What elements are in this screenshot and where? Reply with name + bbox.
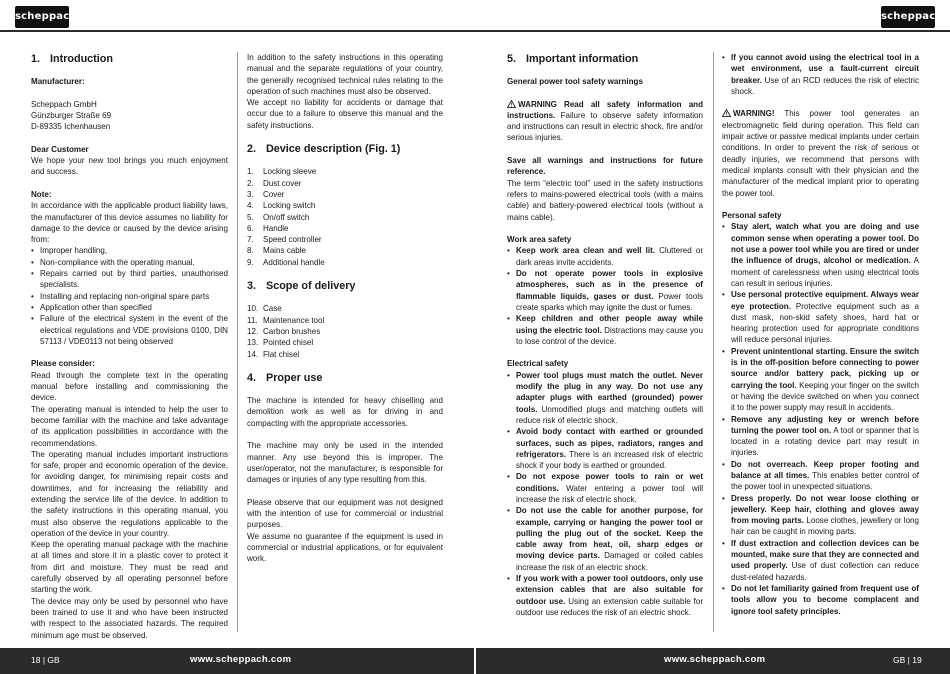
- paragraph: The machine is intended for heavy chiselling and demolition work as well as for driving in and compacting with the appropriate accessories.: [247, 396, 443, 428]
- electrical-safety-label: Electrical safety: [507, 359, 569, 369]
- column-2: [247, 52, 443, 565]
- dear-customer-text: We hope your new tool brings you much enjoyment and success.: [31, 156, 228, 177]
- list-item: 5. On/off switch: [247, 212, 310, 222]
- list-item: • If dust extraction and collection devices can be mounted, make sure that they are connected and used properly. Use of dust collection can reduce dust-related hazards.: [722, 538, 919, 583]
- section-title-text: Proper use: [266, 372, 323, 385]
- page-header: [0, 0, 950, 36]
- list-item: • Do not operate power tools in explosive atmospheres, such as in the presence of flammable liquids, gases or dust. Power tools create sparks which may ignite the dust or fumes.: [507, 268, 703, 313]
- list-item: 7. Speed controller: [247, 235, 322, 245]
- please-consider-label: Please consider:: [31, 359, 95, 369]
- scheppach-logo: scheppach: [15, 6, 69, 28]
- work-area-safety-label: Work area safety: [507, 235, 572, 245]
- section-title-text: Important information: [526, 53, 639, 65]
- scheppach-logo: scheppach: [881, 6, 935, 28]
- footer-divider: [474, 648, 476, 674]
- section-title-important-information: [507, 52, 703, 66]
- column-divider: [713, 52, 714, 632]
- list-item: 4. Locking switch: [247, 201, 316, 211]
- list-item: • Prevent unintentional starting. Ensure the switch is in the off-position before connecting to power source and/or battery pack, picking up or carrying the tool. Keeping your finger on the switch or having the device switched on when you connect it to the power supply may result in accidents.: [722, 346, 919, 414]
- list-item: • Non-compliance with the operating manual,: [31, 257, 228, 268]
- paragraph: The machine may only be used in the intended manner. Any use beyond this is improper. The user/operator, not the manufacturer, is responsible for damages or injuries of any type resulting from this.: [247, 441, 443, 485]
- section-number: 4.: [247, 372, 257, 385]
- page-number-right: GB | 19: [893, 655, 922, 665]
- list-item: • Avoid body contact with earthed or grounded surfaces, such as pipes, radiators, ranges and refrigerators. There is an increased risk of electric shock if your body is earthed or grounded.: [507, 426, 703, 471]
- section-number: 5.: [507, 53, 517, 65]
- list-item: 13. Pointed chisel: [247, 338, 314, 348]
- section-number: 3.: [247, 280, 257, 293]
- section-number: 1.: [31, 53, 41, 65]
- column-divider: [237, 52, 238, 632]
- note-text: In accordance with the applicable product liability laws, the manufacturer of this device assumes no liability for damage to the device or caused by the device arising from:: [31, 201, 228, 245]
- paragraph: We assume no guarantee if the equipment is used in commercial or industrial applications, or for equivalent work.: [247, 531, 443, 564]
- subheading: General power tool safety warnings: [507, 77, 643, 86]
- list-item: • Remove any adjusting key or wrench before turning the power tool on. A tool or spanner that is located in a rotating device part may result in injuries.: [722, 414, 919, 459]
- column-4: [722, 52, 919, 617]
- paragraph: Please observe that our equipment was not designed with the intention of use for commercial or industrial purposes.: [247, 497, 443, 530]
- paragraph: The device may only be used by personnel who have been trained to use it and who have been instructed with respect to the associated hazards. The required minimum age must be observed.: [31, 596, 228, 640]
- page-footer: [0, 648, 950, 674]
- page-number-left: 18 | GB: [31, 655, 60, 665]
- warning-triangle-icon: [507, 100, 516, 108]
- list-item: • Application other than specified: [31, 302, 228, 313]
- delivery-list: [247, 303, 443, 359]
- paragraph: Read through the complete text in the operating manual before installing and commissioning the device.: [31, 370, 228, 403]
- list-item: 2. Dust cover: [247, 178, 302, 188]
- list-item: • If you work with a power tool outdoors, only use extension cables that are also suitable for outdoor use. Using an extension cable suitable for outdoor use reduces the risk of an electric shock.: [507, 573, 703, 618]
- address-line: Scheppach GmbH: [31, 99, 97, 109]
- personal-safety-label: Personal safety: [722, 211, 782, 221]
- section-title-introduction: [31, 52, 228, 66]
- work-area-list: [507, 245, 703, 347]
- note-list: [31, 245, 228, 347]
- electrical-safety-list-continued: [722, 52, 919, 97]
- address-line: Günzburger Straße 69: [31, 110, 112, 120]
- list-item: • Installing and replacing non-original spare parts: [31, 291, 228, 302]
- list-item: • Power tool plugs must match the outlet. Never modify the plug in any way. Do not use any adapter plugs with earthed (grounded) power tools. Unmodified plugs and matching outlets will reduce risk of electric shock.: [507, 370, 703, 426]
- list-item: 3. Cover: [247, 189, 285, 199]
- list-item: 14. Flat chisel: [247, 349, 300, 359]
- section-title-proper-use: [247, 371, 443, 385]
- section-title-text: Introduction: [50, 53, 113, 65]
- list-item: • Do not let familiarity gained from frequent use of tools allow you to become complacent and ignore tool safety principles.: [722, 583, 919, 617]
- list-item: • Improper handling,: [31, 245, 228, 256]
- device-parts-list: [247, 166, 443, 268]
- list-item: 8. Mains cable: [247, 246, 306, 256]
- list-item: • Repairs carried out by third parties, unauthorised specialists.: [31, 268, 228, 291]
- paragraph: The term “electric tool” used in the safety instructions refers to mains-powered electrical tools (with a mains cable) and battery-powered electrical tools (without a mains cable).: [507, 178, 703, 222]
- list-item: • Do not overreach. Keep proper footing and balance at all times. This enables better control of the power tool in unexpected situations.: [722, 459, 919, 493]
- paragraph: We accept no liability for accidents or damage that occur due to a failure to observe this manual and the safety instructions.: [247, 98, 443, 130]
- paragraph: The operating manual includes important instructions for safe, proper and economic operation of the device, for avoiding danger, for minimising repair costs and downtimes, and for increasing the reliability and extending the service life of the device. In addition to the safety instructions in this operating manual, you must also observe the regulations applicable to the operation of the device in your country.: [31, 449, 228, 538]
- header-rule: [0, 30, 950, 32]
- website-link[interactable]: www.scheppach.com: [190, 654, 292, 665]
- note-label: Note:: [31, 189, 52, 199]
- paragraph: The operating manual is intended to help the user to become familiar with the machine and take advantage of its application possibilities in accordance with the recommendations.: [31, 404, 228, 448]
- paragraph: In addition to the safety instructions in this operating manual and the separate regulations of your country, the generally recognised technical rules relating to the operation of such machines must also be observed.: [247, 53, 443, 96]
- section-title-device-description: [247, 142, 443, 156]
- section-title-scope-of-delivery: [247, 279, 443, 293]
- column-1: [31, 52, 228, 641]
- paragraph: Keep the operating manual package with the machine at all times and store it in a plastic cover to protect it from dirt and moisture. They must be read and carefully observed by all operating personnel before starting the work.: [31, 540, 228, 595]
- section-title-text: Device description (Fig. 1): [266, 143, 401, 156]
- save-instructions-heading: Save all warnings and instructions for future reference.: [507, 156, 703, 177]
- list-item: • Do not use the cable for another purpose, for example, carrying or hanging the power tool or pulling the plug out of the socket. Keep the cable away from heat, oil, sharp edges or moving device parts. Damaged or coiled cables increase the risk of an electric shock.: [507, 505, 703, 573]
- list-item: 9. Additional handle: [247, 257, 325, 267]
- address-line: D-89335 Ichenhausen: [31, 122, 111, 132]
- column-3: [507, 52, 703, 618]
- list-item: • Keep children and other people away while using the electric tool. Distractions may cause you to lose control of the device.: [507, 313, 703, 347]
- section-number: 2.: [247, 143, 257, 156]
- list-item: 11. Maintenance tool: [247, 315, 325, 325]
- dear-customer-label: Dear Customer: [31, 144, 89, 154]
- list-item: • Failure of the electrical system in the event of the electrical regulations and VDE provisions 0100, DIN 57113 / VDE0113 not being observed: [31, 313, 228, 347]
- electrical-safety-list: [507, 370, 703, 619]
- warning-paragraph: WARNING! This power tool generates an electromagnetic field during operation. This field can impair active or passive medical implants under certain conditions. In order to prevent the risk of serious or deadly injuries, we recommend that persons with medical implants consult with their physician and the manufacturer of the medical implant prior to operating the power tool.: [722, 109, 919, 198]
- warning-paragraph: WARNING Read all safety information and instructions. Failure to observe safety information and instructions can result in electric shock, fire and/or serious injuries.: [507, 99, 703, 143]
- list-item: 6. Handle: [247, 223, 289, 233]
- website-link[interactable]: www.scheppach.com: [664, 654, 766, 665]
- section-title-text: Scope of delivery: [266, 280, 356, 293]
- list-item: • Use personal protective equipment. Always wear eye protection. Protective equipment such as a dust mask, non-skid safety shoes, hard hat or hearing protection used for appropriate conditions will reduce personal injuries.: [722, 289, 919, 345]
- list-item: • If you cannot avoid using the electrical tool in a wet environment, use a fault-current circuit breaker. Use of an RCD reduces the risk of electric shock.: [722, 52, 919, 97]
- list-item: • Dress properly. Do not wear loose clothing or jewellery. Keep hair, clothing and gloves away from moving parts. Loose clothes, jewellery or long hair can be caught in moving parts.: [722, 493, 919, 538]
- list-item: • Stay alert, watch what you are doing and use common sense when operating a power tool. Do not use a power tool while you are tired or under the influence of drugs, alcohol or medication. A moment of carelessness when using electrical tools can result in serious injuries.: [722, 221, 919, 289]
- list-item: • Keep work area clean and well lit. Cluttered or dark areas invite accidents.: [507, 245, 703, 268]
- manufacturer-label: Manufacturer:: [31, 77, 85, 86]
- personal-safety-list: [722, 221, 919, 616]
- list-item: 12. Carbon brushes: [247, 326, 321, 336]
- list-item: 10. Case: [247, 304, 282, 314]
- list-item: 1. Locking sleeve: [247, 167, 317, 177]
- list-item: • Do not expose power tools to rain or wet conditions. Water entering a power tool will increase the risk of electric shock.: [507, 471, 703, 505]
- warning-triangle-icon: [722, 109, 731, 117]
